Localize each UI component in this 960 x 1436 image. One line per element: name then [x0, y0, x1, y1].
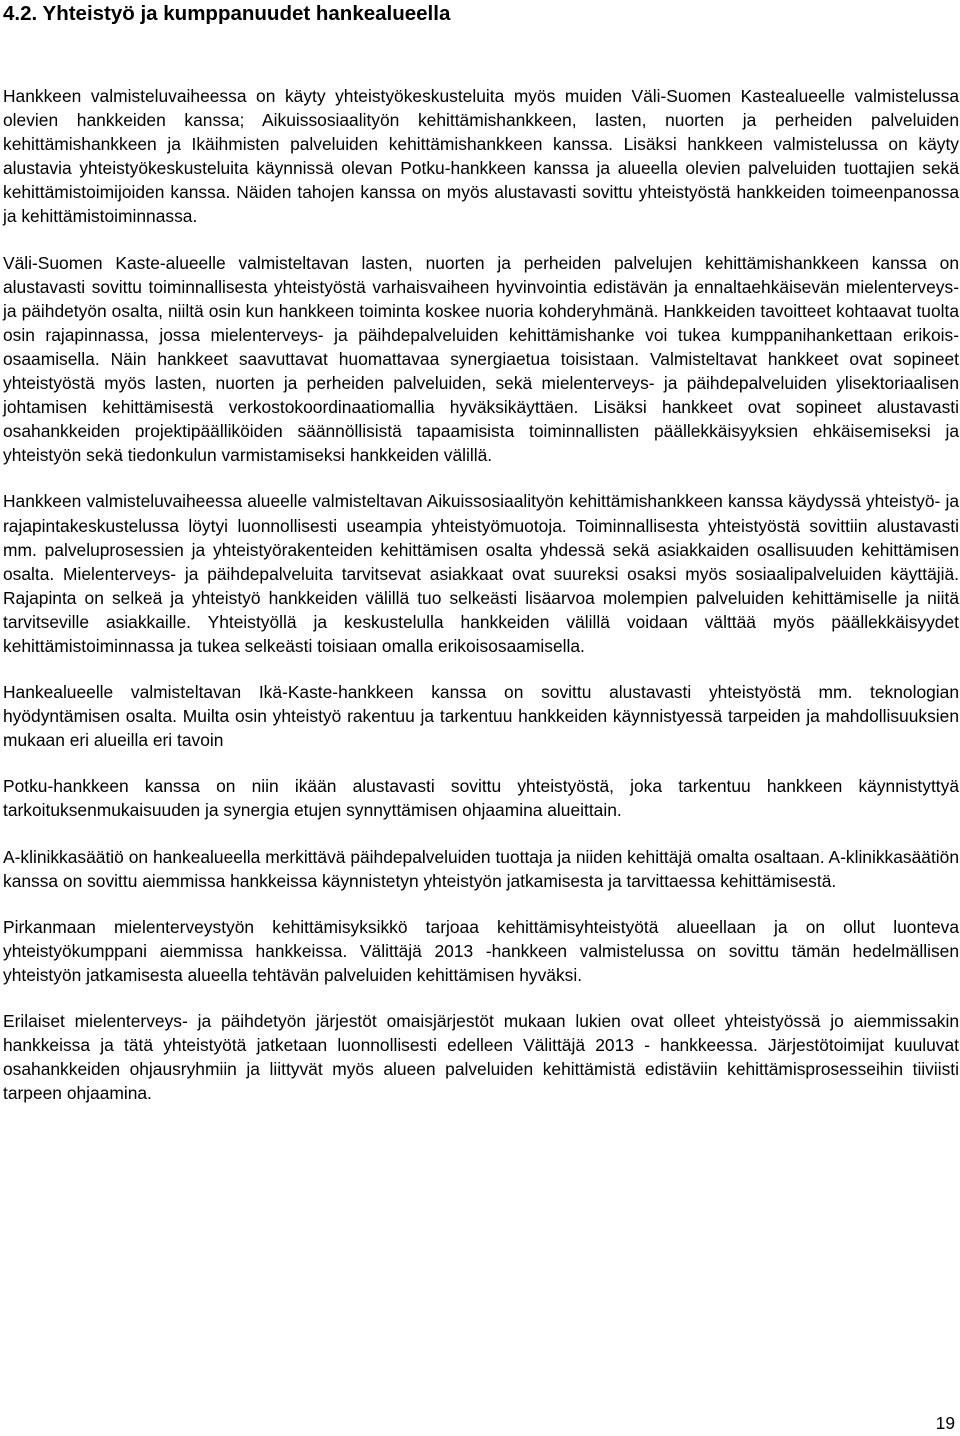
paragraph-ika-kaste: Hankealueelle valmisteltavan Ikä-Kaste-hankkeen kanssa on sovittu alustavasti yhteistyöstä mm. teknologian hyödyntämisen osalta. Muilta osin yhteistyö rakentuu ja tarkentuu hankkeiden käynnistyessä tarpeiden ja mahdollisuuksien mukaan eri alueilla eri tavoin	[3, 682, 959, 751]
section-body	[3, 84, 959, 1127]
paragraph-a-klinikkasaatio: A-klinikkasäätiö on hankealueella merkittävä päihdepalveluiden tuottaja ja niiden kehittäjä omalta osaltaan. A-klinikkasäätiön kanssa on sovittu aiemmissa hankkeissa käynnistetyn yhteistyön jatkamisesta ja tarvittaessa kehittämisestä.	[3, 846, 959, 891]
section-heading: 4.2. Yhteistyö ja kumppanuudet hankealueella	[3, 2, 451, 25]
paragraph-lasten-nuorten-perheiden: Väli-Suomen Kaste-alueelle valmisteltavan lasten, nuorten ja perheiden palvelujen kehittämishankkeen kanssa on alustavasti sovittu toiminnallisesta yhteistyöstä varhaisvaiheen hyvinvointia edistävän ja ennaltaehkäisevän mielenterveys- ja päihdetyön osalta, niiltä osin kun hankkeen toiminta koskee nuoria kohderyhmänä. Hankkeiden tavoitteet kohtaavat tuolta osin rajapinnassa, jossa mielenterveys- ja päihdepalveluiden kehittämishanke voi tukea kumppanihankettaan erikoisosaamisella. Näin hankkeet saavuttavat huomattavaa synergiaetua toisistaan. Valmisteltavat hankkeet ovat sopineet yhteistyöstä myös lasten, nuorten ja perheiden palveluiden, sekä mielenterveys- ja päihdepalveluiden ylisektoriaalisen johtamisen kehittämisestä verkostokoordinaatiomallia hyväksikäyttäen. Lisäksi hankkeet ovat sopineet alustavasti osahankkeiden projektipäälliköiden säännöllisistä tapaamisista toiminnallisten päällekkäisyyksien ehkäisemiseksi ja yhteistyön sekä tiedonkulun varmistamiseksi hankkeiden välillä.	[3, 252, 959, 466]
page-number: 19	[935, 1413, 955, 1433]
paragraph-pirkanmaa: Pirkanmaan mielenterveystyön kehittämisyksikkö tarjoaa kehittämisyhteistyötä alueellaan ja on ollut luonteva yhteistyökumppani aiemmissa hankkeissa. Välittäjä 2013 -hankkeen valmistelussa on sovittu tämän hedelmällisen yhteistyön jatkamisesta alueella tehtävän palveluiden kehittämisen hyväksi.	[3, 916, 959, 985]
paragraph-potku: Potku-hankkeen kanssa on niin ikään alustavasti sovittu yhteistyöstä, joka tarkentuu hankkeen käynnistyttyä tarkoituksenmukaisuuden ja synergia etujen synnyttämisen ohjaamina alueittain.	[3, 776, 959, 821]
paragraph-jarjestot: Erilaiset mielenterveys- ja päihdetyön järjestöt omaisjärjestöt mukaan lukien ovat olleet yhteistyössä jo aiemmissakin hankkeissa ja tätä yhteistyötä jatketaan luonnollisesti edelleen Välittäjä 2013 - hankkeessa. Järjestötoimijat kuuluvat osahankkeiden ohjausryhmiin ja liittyvät myös alueen palveluiden kehittämistä edistäviin kehittämisprosesseihin tiiviisti tarpeen ohjaamina.	[3, 1011, 959, 1104]
paragraph-kaste-hankkeet: Hankkeen valmisteluvaiheessa on käyty yhteistyökeskusteluita myös muiden Väli-Suomen Kastealueelle valmistelussa olevien hankkeiden kanssa; Aikuissosiaalityön kehittämishankkeen, lasten, nuorten ja perheiden palveluiden kehittämishankkeen ja Ikäihmisten palveluiden kehittämishankkeen kanssa. Lisäksi hankkeen valmistelussa on käyty alustavia yhteistyökeskusteluita käynnissä olevan Potku-hankkeen kanssa ja alueella olevien palveluiden tuottajien sekä kehittämistoimijoiden kanssa. Näiden tahojen kanssa on myös alustavasti sovittu yhteistyöstä hankkeiden toimeenpanossa ja kehittämistoiminnassa.	[3, 86, 959, 227]
paragraph-aikuissosiaalityo: Hankkeen valmisteluvaiheessa alueelle valmisteltavan Aikuissosiaalityön kehittämishankkeen kanssa käydyssä yhteistyö- ja rajapintakeskustelussa löytyi luonnollisesti useampia yhteistyömuotoja. Toiminnallisesta yhteistyöstä sovittiin alustavasti mm. palveluprosessien ja yhteistyörakenteiden kehittämisen osalta yhdessä sekä asiakkaiden osallisuuden kehittämisen osalta. Mielenterveys- ja päihdepalveluita tarvitsevat asiakkaat ovat suureksi osaksi myös sosiaalipalveluiden käyttäjiä. Rajapinta on selkeä ja yhteistyö hankkeiden välillä tuo selkeästi lisäarvoa molempien palveluiden kehittämiselle ja niitä tarvitseville asiakkaille. Yhteistyöllä ja keskustelulla hankkeiden välillä voidaan välttää myös päällekkäisyydet kehittämistoiminnassa ja tukea selkeästi toisiaan omalla erikoisosaamisella.	[3, 491, 959, 656]
